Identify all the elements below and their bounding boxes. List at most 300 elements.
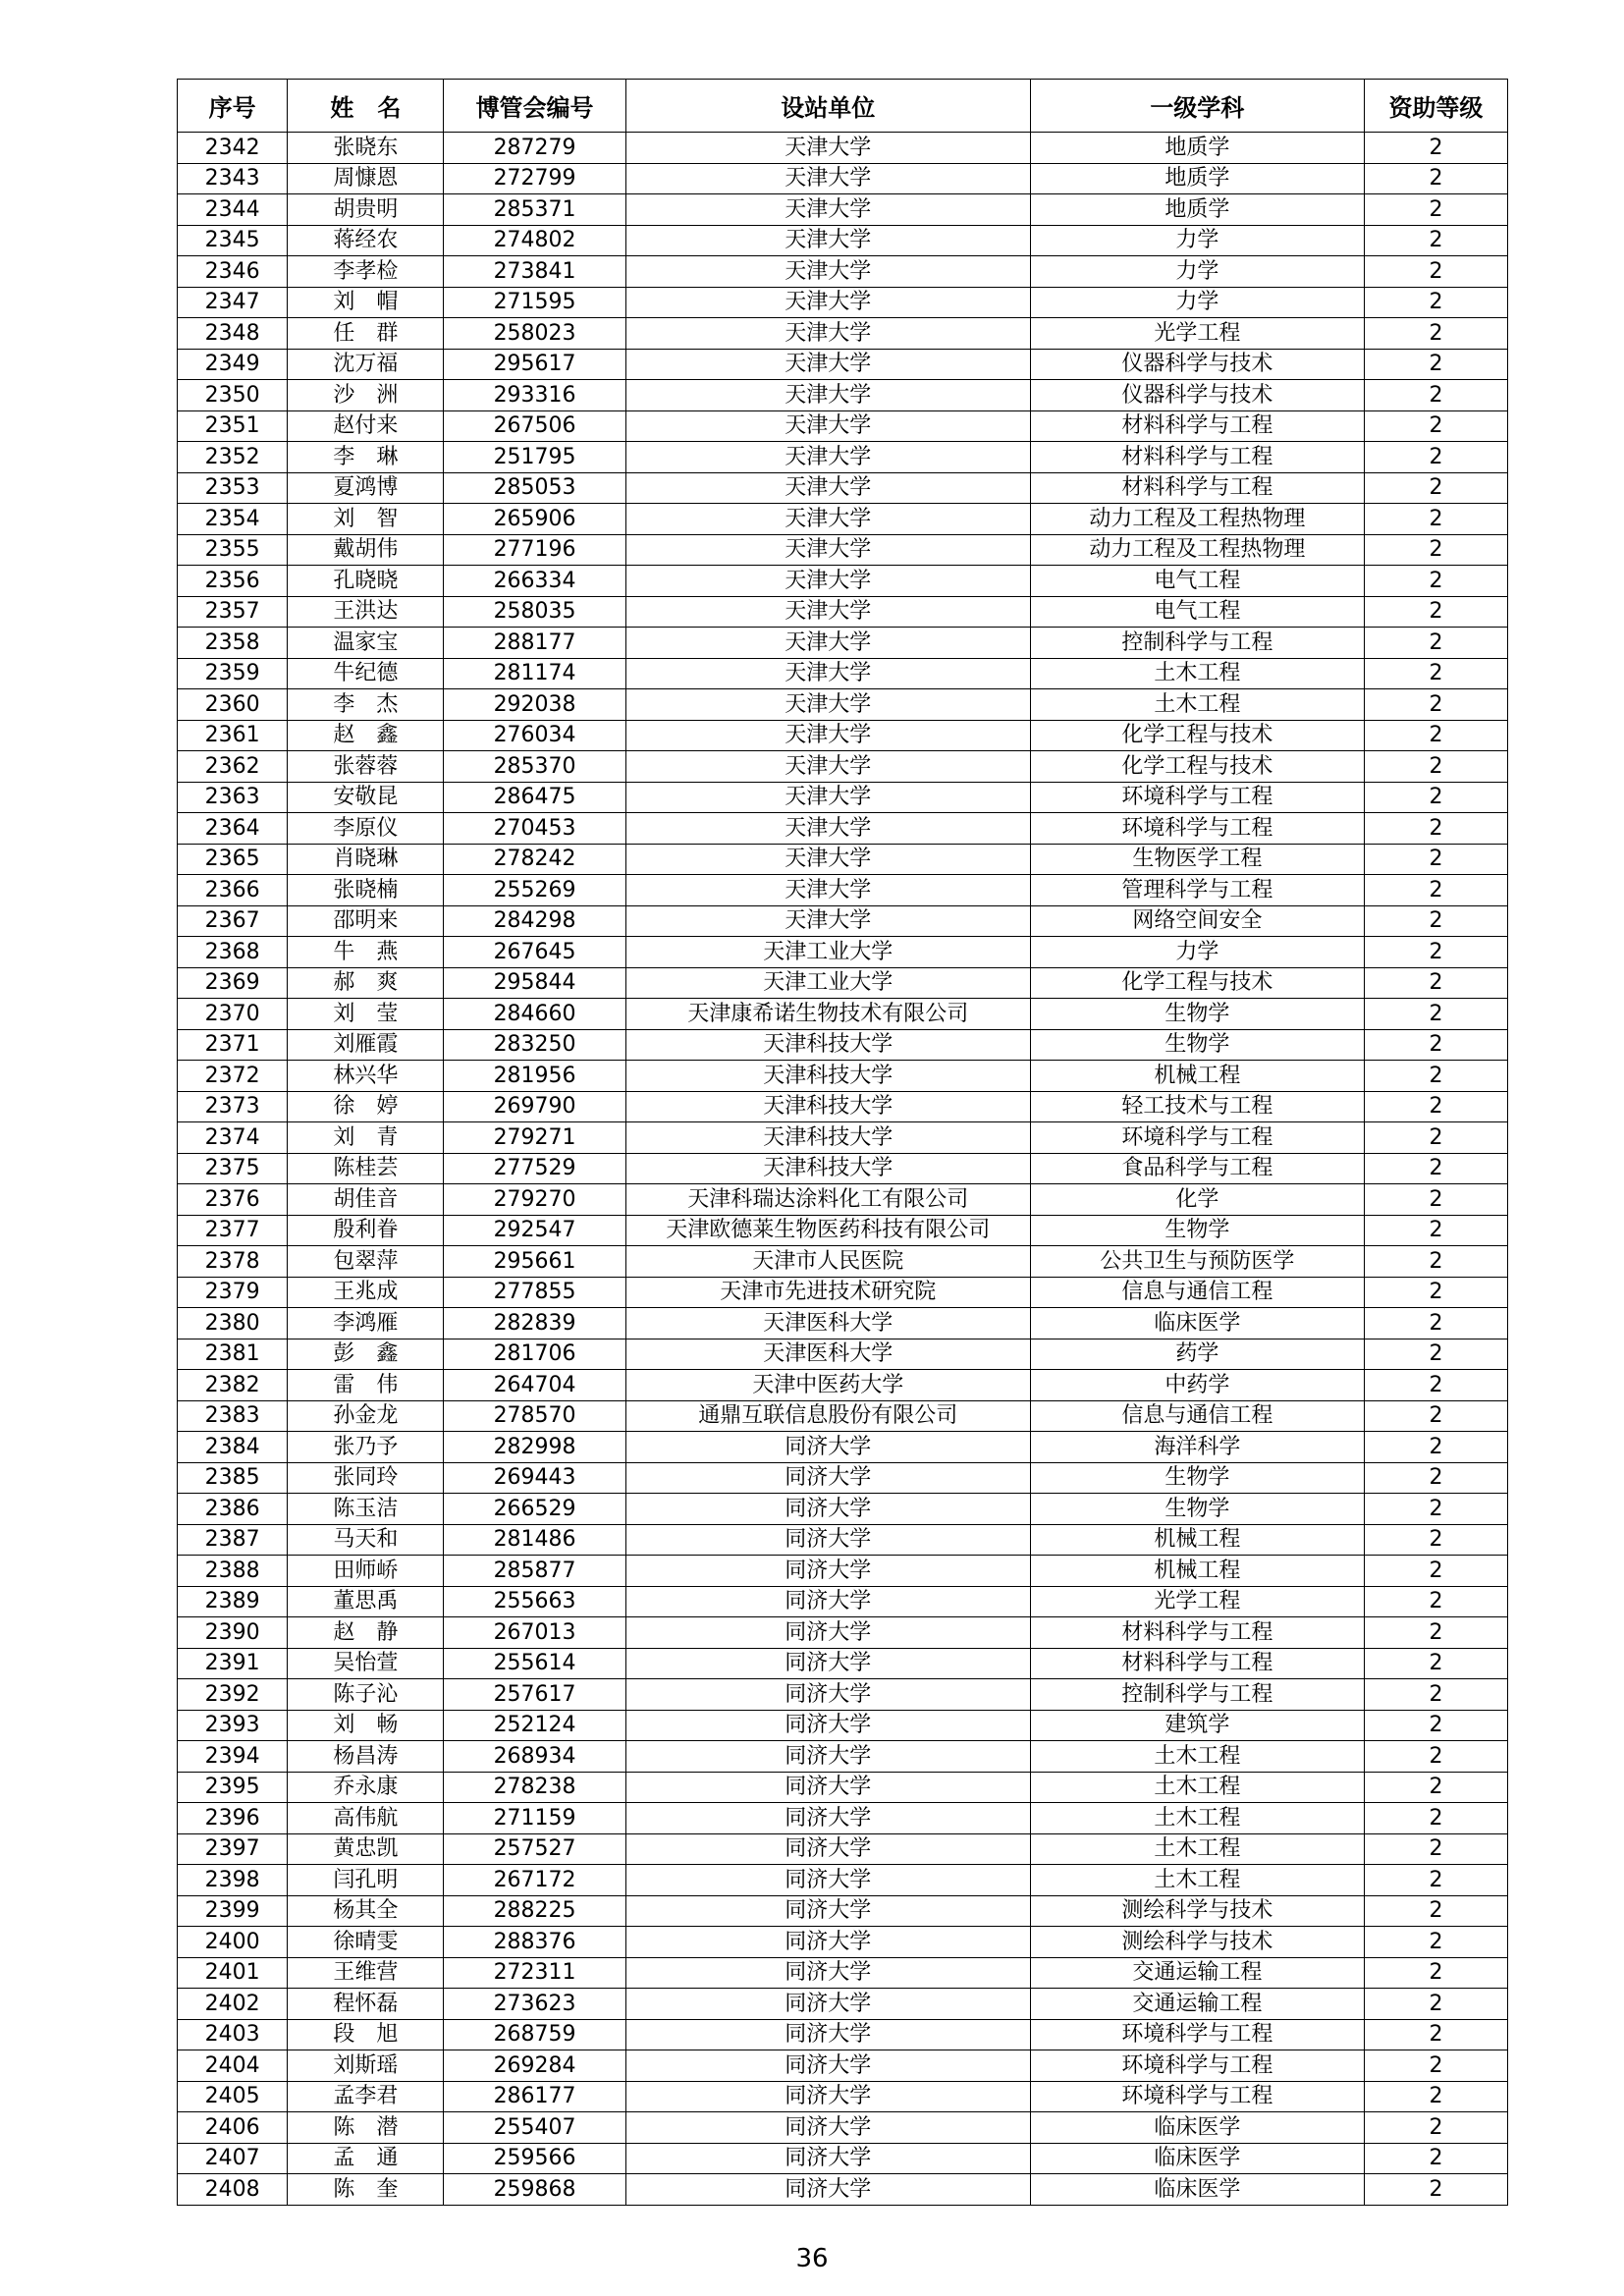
table-row (178, 937, 1508, 968)
table-row (178, 967, 1508, 999)
discipline-cell: 电气工程 (1030, 596, 1364, 628)
serial-cell: 2403 (178, 2019, 288, 2050)
discipline-cell: 测绘科学与技术 (1030, 1927, 1364, 1958)
unit-cell: 天津大学 (625, 751, 1030, 783)
discipline-cell: 信息与通信工程 (1030, 1400, 1364, 1432)
name-cell: 乔永康 (288, 1772, 444, 1803)
serial-cell: 2393 (178, 1710, 288, 1741)
grade-cell: 2 (1364, 1370, 1507, 1401)
serial-cell: 2404 (178, 2050, 288, 2082)
unit-cell: 通鼎互联信息股份有限公司 (625, 1400, 1030, 1432)
serial-cell: 2357 (178, 596, 288, 628)
table-row (178, 658, 1508, 689)
name-cell: 赵付来 (288, 410, 444, 442)
table-row (178, 256, 1508, 288)
grade-cell: 2 (1364, 2019, 1507, 2050)
table-row (178, 875, 1508, 906)
serial-cell: 2391 (178, 1648, 288, 1679)
serial-cell: 2377 (178, 1215, 288, 1246)
id-cell: 295844 (444, 967, 625, 999)
id-cell: 279270 (444, 1184, 625, 1216)
table-row (178, 905, 1508, 937)
table-row (178, 2143, 1508, 2174)
id-cell: 258023 (444, 318, 625, 350)
discipline-cell: 中药学 (1030, 1370, 1364, 1401)
unit-cell: 天津科技大学 (625, 1061, 1030, 1092)
id-cell: 268759 (444, 2019, 625, 2050)
name-cell: 刘 青 (288, 1122, 444, 1154)
unit-cell: 天津大学 (625, 287, 1030, 318)
unit-cell: 天津科技大学 (625, 1029, 1030, 1061)
grade-cell: 2 (1364, 905, 1507, 937)
grade-cell: 2 (1364, 1091, 1507, 1122)
serial-cell: 2364 (178, 813, 288, 845)
table-row (178, 1895, 1508, 1927)
table-row (178, 1122, 1508, 1154)
table-row (178, 1091, 1508, 1122)
serial-cell: 2347 (178, 287, 288, 318)
name-cell: 刘斯瑶 (288, 2050, 444, 2082)
table-row (178, 442, 1508, 473)
grade-cell: 2 (1364, 1462, 1507, 1494)
serial-cell: 2373 (178, 1091, 288, 1122)
id-cell: 269443 (444, 1462, 625, 1494)
grade-cell: 2 (1364, 1029, 1507, 1061)
serial-cell: 2397 (178, 1833, 288, 1865)
table-row (178, 999, 1508, 1030)
table-row (178, 410, 1508, 442)
unit-cell: 天津大学 (625, 256, 1030, 288)
serial-cell: 2366 (178, 875, 288, 906)
name-cell: 周慷恩 (288, 163, 444, 194)
unit-cell: 同济大学 (625, 1957, 1030, 1989)
discipline-cell: 力学 (1030, 256, 1364, 288)
id-cell: 295617 (444, 349, 625, 380)
id-cell: 285371 (444, 194, 625, 226)
name-cell: 孙金龙 (288, 1400, 444, 1432)
grade-cell: 2 (1364, 1989, 1507, 2020)
discipline-cell: 材料科学与工程 (1030, 410, 1364, 442)
table-row (178, 225, 1508, 256)
discipline-cell: 环境科学与工程 (1030, 782, 1364, 813)
serial-cell: 2407 (178, 2143, 288, 2174)
unit-cell: 同济大学 (625, 1895, 1030, 1927)
table-row (178, 1741, 1508, 1773)
serial-cell: 2363 (178, 782, 288, 813)
grade-cell: 2 (1364, 1772, 1507, 1803)
discipline-cell: 土木工程 (1030, 689, 1364, 721)
id-cell: 267172 (444, 1865, 625, 1896)
name-cell: 田师峤 (288, 1556, 444, 1587)
id-cell: 277855 (444, 1277, 625, 1308)
table-row (178, 1029, 1508, 1061)
serial-cell: 2380 (178, 1308, 288, 1339)
discipline-cell: 土木工程 (1030, 1833, 1364, 1865)
id-cell: 281174 (444, 658, 625, 689)
name-cell: 郝 爽 (288, 967, 444, 999)
id-cell: 277196 (444, 534, 625, 566)
discipline-cell: 化学工程与技术 (1030, 720, 1364, 751)
table-row (178, 1400, 1508, 1432)
id-cell: 286475 (444, 782, 625, 813)
id-cell: 257617 (444, 1679, 625, 1711)
grade-cell: 2 (1364, 380, 1507, 411)
discipline-cell: 生物学 (1030, 1494, 1364, 1525)
name-cell: 董思禹 (288, 1586, 444, 1617)
discipline-cell: 环境科学与工程 (1030, 813, 1364, 845)
name-cell: 陈 奎 (288, 2174, 444, 2206)
serial-cell: 2372 (178, 1061, 288, 1092)
discipline-cell: 土木工程 (1030, 1803, 1364, 1834)
table-row (178, 1339, 1508, 1370)
table-row (178, 1524, 1508, 1556)
grade-cell: 2 (1364, 1184, 1507, 1216)
discipline-cell: 交通运输工程 (1030, 1989, 1364, 2020)
id-cell: 282839 (444, 1308, 625, 1339)
id-cell: 278570 (444, 1400, 625, 1432)
serial-cell: 2401 (178, 1957, 288, 1989)
discipline-cell: 临床医学 (1030, 2174, 1364, 2206)
table-row (178, 2019, 1508, 2050)
serial-cell: 2343 (178, 163, 288, 194)
serial-cell: 2362 (178, 751, 288, 783)
unit-cell: 同济大学 (625, 2174, 1030, 2206)
id-cell: 281706 (444, 1339, 625, 1370)
serial-cell: 2388 (178, 1556, 288, 1587)
unit-cell: 天津科技大学 (625, 1122, 1030, 1154)
unit-cell: 同济大学 (625, 1462, 1030, 1494)
unit-cell: 天津大学 (625, 133, 1030, 164)
name-cell: 王兆成 (288, 1277, 444, 1308)
discipline-cell: 机械工程 (1030, 1061, 1364, 1092)
name-cell: 刘 智 (288, 504, 444, 535)
grade-cell: 2 (1364, 194, 1507, 226)
grade-cell: 2 (1364, 472, 1507, 504)
table-row (178, 566, 1508, 597)
grade-cell: 2 (1364, 1586, 1507, 1617)
unit-cell: 天津大学 (625, 658, 1030, 689)
id-cell: 269284 (444, 2050, 625, 2082)
id-cell: 259566 (444, 2143, 625, 2174)
table-row (178, 133, 1508, 164)
unit-cell: 同济大学 (625, 2112, 1030, 2144)
id-cell: 265906 (444, 504, 625, 535)
name-cell: 牛 燕 (288, 937, 444, 968)
name-cell: 张同玲 (288, 1462, 444, 1494)
table-row (178, 1833, 1508, 1865)
discipline-cell: 材料科学与工程 (1030, 472, 1364, 504)
grade-cell: 2 (1364, 1308, 1507, 1339)
grade-cell: 2 (1364, 287, 1507, 318)
serial-cell: 2376 (178, 1184, 288, 1216)
discipline-cell: 生物学 (1030, 1462, 1364, 1494)
unit-cell: 天津大学 (625, 534, 1030, 566)
serial-cell: 2353 (178, 472, 288, 504)
header-unit: 设站单位 (625, 80, 1030, 133)
grade-cell: 2 (1364, 596, 1507, 628)
grade-cell: 2 (1364, 1215, 1507, 1246)
discipline-cell: 环境科学与工程 (1030, 2081, 1364, 2112)
discipline-cell: 化学 (1030, 1184, 1364, 1216)
serial-cell: 2355 (178, 534, 288, 566)
table-row (178, 287, 1508, 318)
unit-cell: 同济大学 (625, 1710, 1030, 1741)
name-cell: 安敬昆 (288, 782, 444, 813)
id-cell: 267013 (444, 1617, 625, 1649)
id-cell: 287279 (444, 133, 625, 164)
serial-cell: 2383 (178, 1400, 288, 1432)
unit-cell: 天津市先进技术研究院 (625, 1277, 1030, 1308)
unit-cell: 天津大学 (625, 442, 1030, 473)
grade-cell: 2 (1364, 937, 1507, 968)
grade-cell: 2 (1364, 1741, 1507, 1773)
id-cell: 276034 (444, 720, 625, 751)
id-cell: 295661 (444, 1246, 625, 1278)
serial-cell: 2352 (178, 442, 288, 473)
discipline-cell: 轻工技术与工程 (1030, 1091, 1364, 1122)
name-cell: 段 旭 (288, 2019, 444, 2050)
id-cell: 268934 (444, 1741, 625, 1773)
unit-cell: 天津大学 (625, 225, 1030, 256)
unit-cell: 天津大学 (625, 472, 1030, 504)
serial-cell: 2378 (178, 1246, 288, 1278)
table-row (178, 2081, 1508, 2112)
id-cell: 284660 (444, 999, 625, 1030)
unit-cell: 天津大学 (625, 410, 1030, 442)
unit-cell: 天津大学 (625, 720, 1030, 751)
header-grade: 资助等级 (1364, 80, 1507, 133)
grade-cell: 2 (1364, 1246, 1507, 1278)
unit-cell: 天津大学 (625, 596, 1030, 628)
unit-cell: 同济大学 (625, 2050, 1030, 2082)
discipline-cell: 土木工程 (1030, 1865, 1364, 1896)
discipline-cell: 管理科学与工程 (1030, 875, 1364, 906)
grade-cell: 2 (1364, 782, 1507, 813)
name-cell: 牛纪德 (288, 658, 444, 689)
discipline-cell: 仪器科学与技术 (1030, 380, 1364, 411)
serial-cell: 2408 (178, 2174, 288, 2206)
discipline-cell: 光学工程 (1030, 1586, 1364, 1617)
serial-cell: 2370 (178, 999, 288, 1030)
table-row (178, 1277, 1508, 1308)
grade-cell: 2 (1364, 534, 1507, 566)
unit-cell: 同济大学 (625, 2143, 1030, 2174)
serial-cell: 2400 (178, 1927, 288, 1958)
table-row (178, 194, 1508, 226)
serial-cell: 2402 (178, 1989, 288, 2020)
name-cell: 李 杰 (288, 689, 444, 721)
id-cell: 288225 (444, 1895, 625, 1927)
grade-cell: 2 (1364, 2112, 1507, 2144)
grade-cell: 2 (1364, 1556, 1507, 1587)
grade-cell: 2 (1364, 999, 1507, 1030)
serial-cell: 2395 (178, 1772, 288, 1803)
grade-cell: 2 (1364, 1803, 1507, 1834)
serial-cell: 2345 (178, 225, 288, 256)
table-row (178, 1586, 1508, 1617)
table-row (178, 1710, 1508, 1741)
table-row (178, 380, 1508, 411)
table-row (178, 1556, 1508, 1587)
grade-cell: 2 (1364, 1833, 1507, 1865)
grade-cell: 2 (1364, 1494, 1507, 1525)
serial-cell: 2405 (178, 2081, 288, 2112)
discipline-cell: 食品科学与工程 (1030, 1153, 1364, 1184)
grade-cell: 2 (1364, 1061, 1507, 1092)
discipline-cell: 动力工程及工程热物理 (1030, 504, 1364, 535)
grade-cell: 2 (1364, 1122, 1507, 1154)
name-cell: 张蓉蓉 (288, 751, 444, 783)
funding-list-table (177, 79, 1508, 2206)
unit-cell: 同济大学 (625, 1772, 1030, 1803)
unit-cell: 天津工业大学 (625, 967, 1030, 999)
discipline-cell: 信息与通信工程 (1030, 1277, 1364, 1308)
name-cell: 肖晓琳 (288, 844, 444, 875)
name-cell: 王维营 (288, 1957, 444, 1989)
serial-cell: 2360 (178, 689, 288, 721)
unit-cell: 天津大学 (625, 813, 1030, 845)
grade-cell: 2 (1364, 875, 1507, 906)
grade-cell: 2 (1364, 1648, 1507, 1679)
name-cell: 陈玉洁 (288, 1494, 444, 1525)
discipline-cell: 土木工程 (1030, 1772, 1364, 1803)
serial-cell: 2365 (178, 844, 288, 875)
id-cell: 283250 (444, 1029, 625, 1061)
serial-cell: 2406 (178, 2112, 288, 2144)
header-id: 博管会编号 (444, 80, 625, 133)
id-cell: 288177 (444, 628, 625, 659)
name-cell: 温家宝 (288, 628, 444, 659)
table-row (178, 1648, 1508, 1679)
unit-cell: 天津康希诺生物技术有限公司 (625, 999, 1030, 1030)
id-cell: 281486 (444, 1524, 625, 1556)
unit-cell: 天津大学 (625, 875, 1030, 906)
discipline-cell: 控制科学与工程 (1030, 1679, 1364, 1711)
grade-cell: 2 (1364, 133, 1507, 164)
unit-cell: 天津大学 (625, 566, 1030, 597)
discipline-cell: 海洋科学 (1030, 1432, 1364, 1463)
discipline-cell: 临床医学 (1030, 2143, 1364, 2174)
discipline-cell: 生物学 (1030, 999, 1364, 1030)
name-cell: 李原仪 (288, 813, 444, 845)
serial-cell: 2398 (178, 1865, 288, 1896)
discipline-cell: 地质学 (1030, 163, 1364, 194)
id-cell: 258035 (444, 596, 625, 628)
unit-cell: 天津大学 (625, 380, 1030, 411)
table-row (178, 1617, 1508, 1649)
discipline-cell: 网络空间安全 (1030, 905, 1364, 937)
id-cell: 284298 (444, 905, 625, 937)
discipline-cell: 建筑学 (1030, 1710, 1364, 1741)
name-cell: 沈万福 (288, 349, 444, 380)
unit-cell: 天津大学 (625, 844, 1030, 875)
name-cell: 张乃予 (288, 1432, 444, 1463)
discipline-cell: 药学 (1030, 1339, 1364, 1370)
discipline-cell: 地质学 (1030, 133, 1364, 164)
serial-cell: 2371 (178, 1029, 288, 1061)
unit-cell: 同济大学 (625, 2019, 1030, 2050)
grade-cell: 2 (1364, 2143, 1507, 2174)
unit-cell: 同济大学 (625, 1432, 1030, 1463)
unit-cell: 同济大学 (625, 2081, 1030, 2112)
table-row (178, 1215, 1508, 1246)
grade-cell: 2 (1364, 1895, 1507, 1927)
id-cell: 266334 (444, 566, 625, 597)
unit-cell: 天津科瑞达涂料化工有限公司 (625, 1184, 1030, 1216)
id-cell: 272799 (444, 163, 625, 194)
id-cell: 285370 (444, 751, 625, 783)
serial-cell: 2346 (178, 256, 288, 288)
name-cell: 杨其全 (288, 1895, 444, 1927)
table-row (178, 720, 1508, 751)
unit-cell: 天津大学 (625, 782, 1030, 813)
table-row (178, 2112, 1508, 2144)
unit-cell: 同济大学 (625, 1679, 1030, 1711)
unit-cell: 天津科技大学 (625, 1091, 1030, 1122)
name-cell: 胡佳音 (288, 1184, 444, 1216)
grade-cell: 2 (1364, 1432, 1507, 1463)
unit-cell: 同济大学 (625, 1586, 1030, 1617)
table-row (178, 751, 1508, 783)
discipline-cell: 公共卫生与预防医学 (1030, 1246, 1364, 1278)
id-cell: 292038 (444, 689, 625, 721)
table-row (178, 2174, 1508, 2206)
discipline-cell: 生物学 (1030, 1215, 1364, 1246)
name-cell: 吴怡萱 (288, 1648, 444, 1679)
serial-cell: 2342 (178, 133, 288, 164)
name-cell: 赵 鑫 (288, 720, 444, 751)
grade-cell: 2 (1364, 813, 1507, 845)
name-cell: 彭 鑫 (288, 1339, 444, 1370)
grade-cell: 2 (1364, 1957, 1507, 1989)
table-row (178, 1989, 1508, 2020)
name-cell: 张晓楠 (288, 875, 444, 906)
grade-cell: 2 (1364, 1927, 1507, 1958)
table-row (178, 1061, 1508, 1092)
unit-cell: 天津医科大学 (625, 1339, 1030, 1370)
discipline-cell: 力学 (1030, 287, 1364, 318)
serial-cell: 2354 (178, 504, 288, 535)
id-cell: 255663 (444, 1586, 625, 1617)
discipline-cell: 材料科学与工程 (1030, 1617, 1364, 1649)
name-cell: 林兴华 (288, 1061, 444, 1092)
table-row (178, 318, 1508, 350)
table-row (178, 472, 1508, 504)
serial-cell: 2385 (178, 1462, 288, 1494)
discipline-cell: 环境科学与工程 (1030, 2050, 1364, 2082)
name-cell: 孟 通 (288, 2143, 444, 2174)
grade-cell: 2 (1364, 1339, 1507, 1370)
id-cell: 286177 (444, 2081, 625, 2112)
name-cell: 闫孔明 (288, 1865, 444, 1896)
name-cell: 徐晴雯 (288, 1927, 444, 1958)
serial-cell: 2359 (178, 658, 288, 689)
id-cell: 270453 (444, 813, 625, 845)
serial-cell: 2382 (178, 1370, 288, 1401)
id-cell: 271595 (444, 287, 625, 318)
id-cell: 267645 (444, 937, 625, 968)
name-cell: 刘 莹 (288, 999, 444, 1030)
name-cell: 陈子沁 (288, 1679, 444, 1711)
id-cell: 259868 (444, 2174, 625, 2206)
discipline-cell: 临床医学 (1030, 2112, 1364, 2144)
id-cell: 277529 (444, 1153, 625, 1184)
name-cell: 刘雁霞 (288, 1029, 444, 1061)
table-row (178, 689, 1508, 721)
serial-cell: 2386 (178, 1494, 288, 1525)
discipline-cell: 仪器科学与技术 (1030, 349, 1364, 380)
name-cell: 胡贵明 (288, 194, 444, 226)
